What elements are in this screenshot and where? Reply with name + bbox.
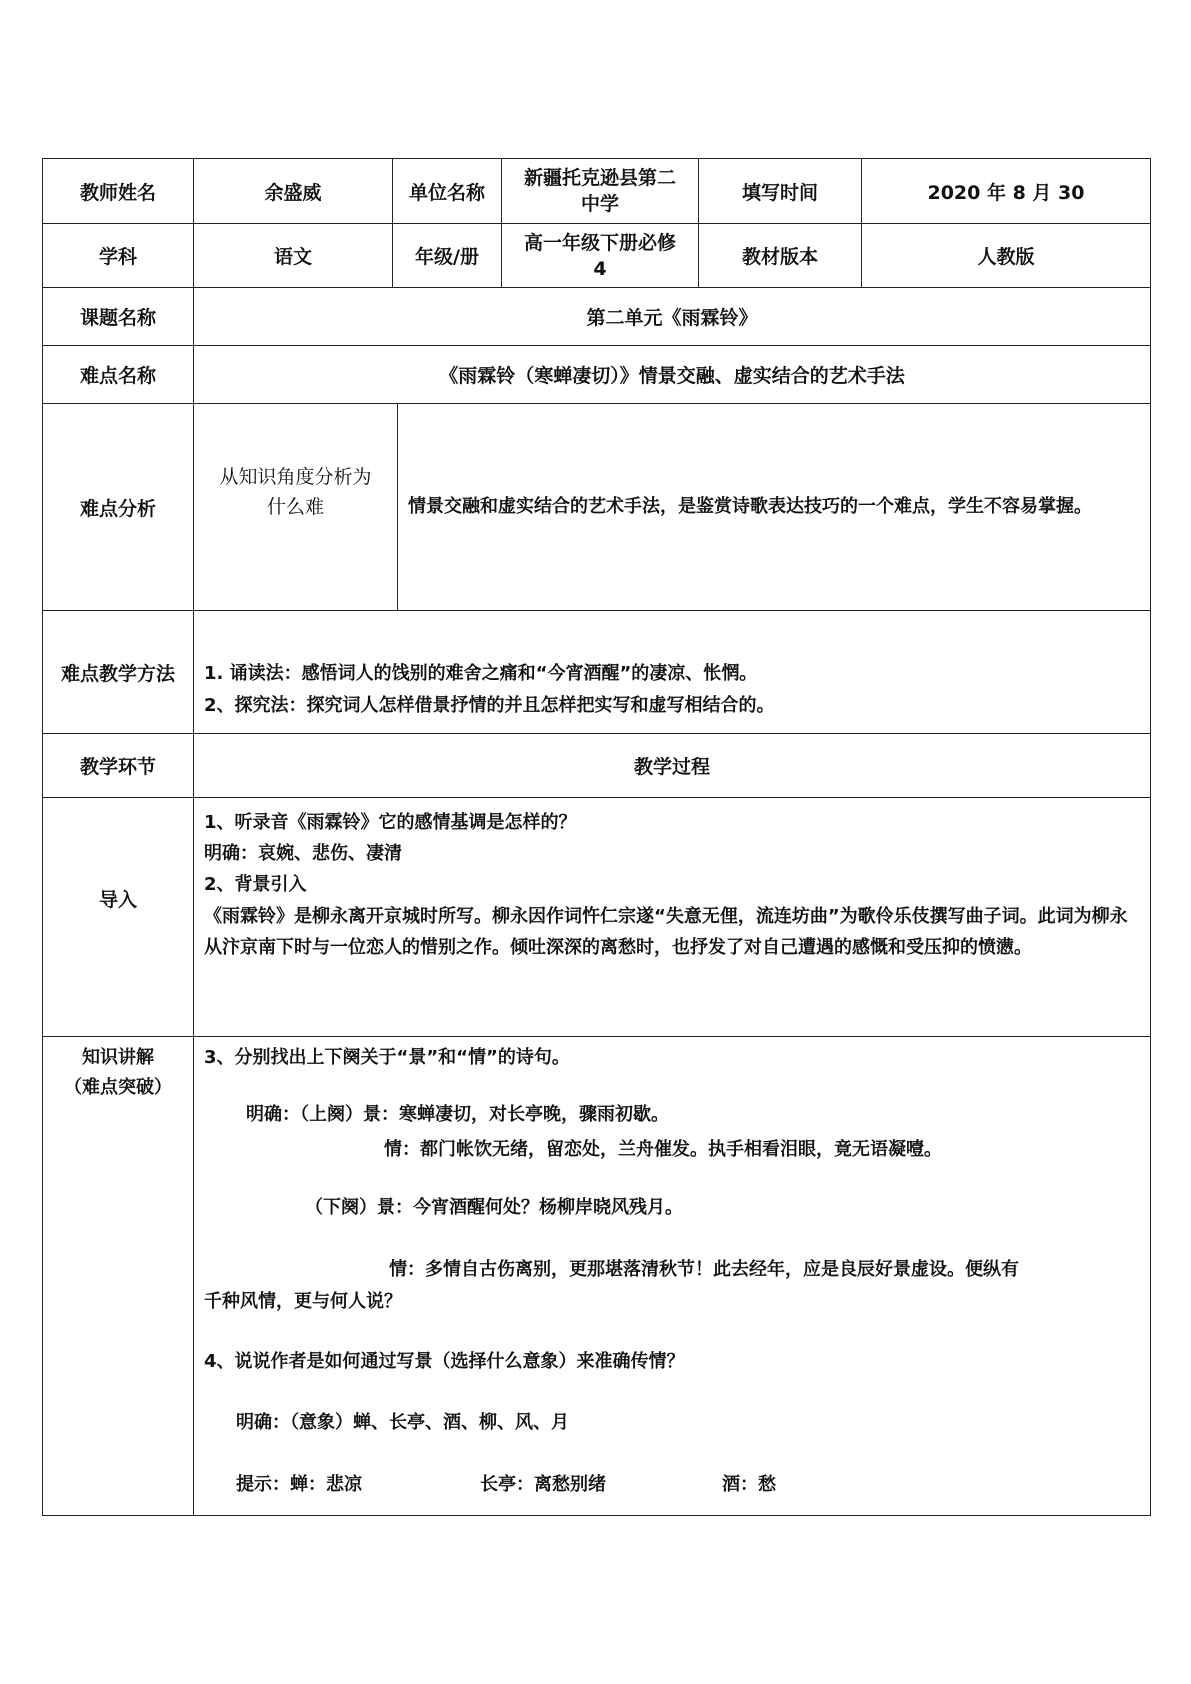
methods-line2: 2、探究法：探究词人怎样借景抒情的并且怎样把实写和虚写相结合的。 (204, 695, 775, 716)
subject-label: 学科 (42, 223, 194, 288)
intro-question-1: 1、听录音《雨霖铃》它的感情基调是怎样的？ (204, 812, 577, 833)
teacher-value: 余盛威 (193, 158, 393, 224)
subject-value: 语文 (193, 223, 393, 288)
difficulty-label: 难点名称 (42, 345, 194, 404)
intro-answer-1: 明确：哀婉、悲伤、凄清 (204, 843, 402, 864)
analysis-sub-label-line1: 从知识角度分析为 (219, 466, 372, 488)
grade-value-line1: 高一年级下册必修 (523, 231, 676, 254)
process-label: 教学环节 (42, 733, 194, 798)
methods-cell (193, 610, 1151, 734)
methods-label: 难点教学方法 (42, 610, 194, 734)
intro-background-text: 《雨霖铃》是柳永离开京城时所写。柳永因作词忤仁宗遂“失意无俚，流连坊曲”为歌伶乐伎撰写曲子词。此词为柳永从汴京南下时与一位恋人的惜别之作。倾吐深深的离愁时，也抒发了对自己遭遇的感慨和受压抑的愤懑。 (204, 906, 1128, 958)
knowledge-answer-4: 明确：（意象）蝉、长亭、酒、柳、风、月 (236, 1412, 569, 1433)
knowledge-hint-3: 酒：愁 (722, 1474, 776, 1495)
analysis-text: 情景交融和虚实结合的艺术手法，是鉴赏诗歌表达技巧的一个难点，学生不容易掌握。 (408, 496, 1092, 517)
knowledge-label-line2: （难点突破） (64, 1077, 172, 1098)
unit-value-line2: 中学 (580, 193, 619, 215)
knowledge-lower-emotion-1: 情：多情自古伤离别，更那堪落清秋节！此去经年，应是良辰好景虚设。便纵有 (389, 1259, 1019, 1280)
knowledge-question-3: 3、分别找出上下阕关于“景”和“情”的诗句。 (204, 1047, 570, 1068)
process-value: 教学过程 (193, 733, 1151, 798)
knowledge-lower-emotion-2: 千种风情，更与何人说？ (204, 1291, 402, 1312)
knowledge-label-line1: 知识讲解 (82, 1047, 154, 1068)
topic-label: 课题名称 (42, 287, 194, 346)
intro-label: 导入 (42, 797, 194, 1037)
analysis-sub-label-line2: 什么难 (266, 496, 324, 518)
knowledge-upper-scene: 明确：（上阕）景：寒蝉凄切，对长亭晚，骤雨初歇。 (246, 1104, 669, 1125)
intro-cell (193, 797, 1151, 1037)
knowledge-hint-1: 提示：蝉：悲凉 (236, 1474, 362, 1495)
knowledge-lower-scene: （下阕）景：今宵酒醒何处？杨柳岸晓风残月。 (305, 1197, 683, 1218)
unit-value (501, 158, 699, 224)
knowledge-upper-emotion: 情：都门帐饮无绪，留恋处，兰舟催发。执手相看泪眼，竟无语凝噎。 (384, 1139, 942, 1160)
unit-label: 单位名称 (392, 158, 502, 224)
unit-value-line1: 新疆托克逊县第二 (523, 167, 676, 189)
knowledge-label (42, 1036, 194, 1516)
intro-question-2: 2、背景引入 (204, 874, 307, 895)
teacher-label: 教师姓名 (42, 158, 194, 224)
grade-label: 年级/册 (392, 223, 502, 288)
date-value: 2020 年 8 月 30 (861, 158, 1151, 224)
grade-value (501, 223, 699, 288)
edition-value: 人教版 (861, 223, 1151, 288)
analysis-label: 难点分析 (42, 403, 194, 611)
analysis-sub-label (193, 403, 398, 611)
knowledge-hint-2: 长亭：离愁别绪 (480, 1474, 606, 1495)
topic-value: 第二单元《雨霖铃》 (193, 287, 1151, 346)
knowledge-question-4: 4、说说作者是如何通过写景（选择什么意象）来准确传情？ (204, 1351, 685, 1372)
methods-line1: 1. 诵读法：感悟词人的饯别的难舍之痛和“今宵酒醒”的凄凉、怅惘。 (204, 663, 758, 684)
difficulty-value: 《雨霖铃（寒蝉凄切）》情景交融、虚实结合的艺术手法 (193, 345, 1151, 404)
knowledge-cell (193, 1036, 1151, 1516)
analysis-text-cell (397, 403, 1151, 611)
edition-label: 教材版本 (698, 223, 862, 288)
date-label: 填写时间 (698, 158, 862, 224)
grade-value-line2: 4 (593, 257, 607, 280)
